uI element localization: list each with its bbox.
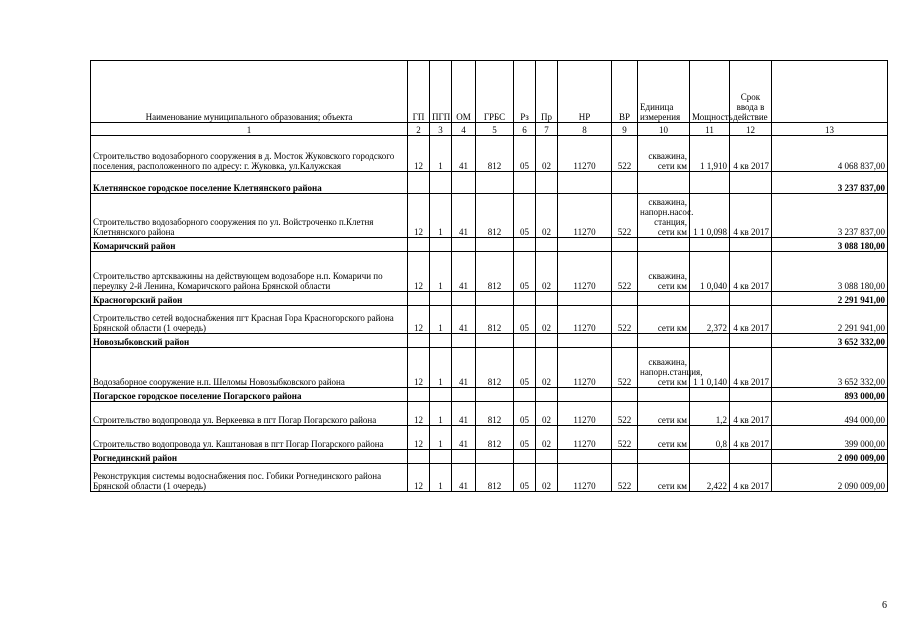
vr-cell: 522 bbox=[612, 402, 638, 426]
pr-cell: 02 bbox=[536, 464, 558, 492]
column-number: 13 bbox=[772, 123, 888, 136]
gp-cell: 12 bbox=[408, 426, 430, 450]
empty-cell bbox=[690, 172, 730, 194]
empty-cell bbox=[638, 450, 690, 464]
pr-cell: 02 bbox=[536, 194, 558, 238]
empty-cell bbox=[730, 292, 772, 306]
empty-cell bbox=[430, 450, 452, 464]
pr-cell: 02 bbox=[536, 426, 558, 450]
empty-cell bbox=[638, 172, 690, 194]
empty-cell bbox=[430, 172, 452, 194]
object-row bbox=[91, 252, 888, 292]
empty-cell bbox=[730, 388, 772, 402]
amount-cell: 3 088 180,00 bbox=[772, 252, 888, 292]
amount-cell: 399 000,00 bbox=[772, 426, 888, 450]
vr-cell: 522 bbox=[612, 194, 638, 238]
section-amount: 3 652 332,00 bbox=[772, 334, 888, 348]
grbs-cell: 812 bbox=[476, 402, 514, 426]
column-number: 3 bbox=[430, 123, 452, 136]
empty-cell bbox=[558, 388, 612, 402]
empty-cell bbox=[612, 238, 638, 252]
amount-cell: 3 652 332,00 bbox=[772, 348, 888, 388]
section-amount: 3 088 180,00 bbox=[772, 238, 888, 252]
pgp-cell: 1 bbox=[430, 306, 452, 334]
om-cell: 41 bbox=[452, 402, 476, 426]
vr-cell: 522 bbox=[612, 464, 638, 492]
pr-cell: 02 bbox=[536, 402, 558, 426]
section-row bbox=[91, 334, 888, 348]
empty-cell bbox=[638, 238, 690, 252]
om-cell: 41 bbox=[452, 464, 476, 492]
empty-cell bbox=[430, 334, 452, 348]
empty-cell bbox=[730, 238, 772, 252]
section-row bbox=[91, 292, 888, 306]
power-cell: 1 1 0,098 bbox=[690, 194, 730, 238]
pgp-cell: 1 bbox=[430, 402, 452, 426]
empty-cell bbox=[690, 334, 730, 348]
empty-cell bbox=[730, 334, 772, 348]
term-cell: 4 кв 2017 bbox=[730, 402, 772, 426]
empty-cell bbox=[612, 334, 638, 348]
nr-cell: 11270 bbox=[558, 426, 612, 450]
pr-cell: 02 bbox=[536, 136, 558, 172]
header-pr: Пр bbox=[536, 61, 558, 123]
section-amount: 2 291 941,00 bbox=[772, 292, 888, 306]
section-amount: 893 000,00 bbox=[772, 388, 888, 402]
empty-cell bbox=[430, 292, 452, 306]
gp-cell: 12 bbox=[408, 306, 430, 334]
unit-cell: скважина, сети км bbox=[638, 136, 690, 172]
empty-cell bbox=[476, 450, 514, 464]
column-number: 11 bbox=[690, 123, 730, 136]
empty-cell bbox=[452, 388, 476, 402]
object-name: Строительство водопровода ул. Каштановая в пгт Погар Погарского района bbox=[91, 426, 408, 450]
section-name: Рогнединский район bbox=[91, 450, 408, 464]
empty-cell bbox=[638, 334, 690, 348]
object-row bbox=[91, 402, 888, 426]
rz-cell: 05 bbox=[514, 306, 536, 334]
power-cell: 1 1,910 bbox=[690, 136, 730, 172]
term-cell: 4 кв 2017 bbox=[730, 194, 772, 238]
object-name: Строительство водозаборного сооружения в д. Мосток Жуковского городского поселения, расположенного по адресу: г. Жуковка, ул.Калужская bbox=[91, 136, 408, 172]
vr-cell: 522 bbox=[612, 136, 638, 172]
rz-cell: 05 bbox=[514, 464, 536, 492]
object-row bbox=[91, 136, 888, 172]
empty-cell bbox=[408, 334, 430, 348]
empty-cell bbox=[536, 172, 558, 194]
header-gp: ГП bbox=[408, 61, 430, 123]
nr-cell: 11270 bbox=[558, 194, 612, 238]
nr-cell: 11270 bbox=[558, 402, 612, 426]
unit-cell: сети км bbox=[638, 464, 690, 492]
vr-cell: 522 bbox=[612, 426, 638, 450]
section-name: Новозыбковский район bbox=[91, 334, 408, 348]
unit-cell: скважина, напорн.станция, сети км bbox=[638, 348, 690, 388]
header-term: Срок ввода в действие bbox=[730, 61, 772, 123]
header-amount bbox=[772, 61, 888, 123]
object-name: Строительство артскважины на действующем водозаборе н.п. Комаричи по переулку 2-й Ленина, Комаричского района Брянской области bbox=[91, 252, 408, 292]
empty-cell bbox=[452, 292, 476, 306]
power-cell: 1,2 bbox=[690, 402, 730, 426]
unit-cell: сети км bbox=[638, 426, 690, 450]
grbs-cell: 812 bbox=[476, 136, 514, 172]
empty-cell bbox=[476, 388, 514, 402]
rz-cell: 05 bbox=[514, 252, 536, 292]
empty-cell bbox=[408, 388, 430, 402]
empty-cell bbox=[408, 450, 430, 464]
empty-cell bbox=[690, 292, 730, 306]
empty-cell bbox=[612, 450, 638, 464]
empty-cell bbox=[476, 172, 514, 194]
rz-cell: 05 bbox=[514, 194, 536, 238]
term-cell: 4 кв 2017 bbox=[730, 252, 772, 292]
pgp-cell: 1 bbox=[430, 136, 452, 172]
empty-cell bbox=[408, 292, 430, 306]
term-cell: 4 кв 2017 bbox=[730, 348, 772, 388]
grbs-cell: 812 bbox=[476, 348, 514, 388]
power-cell: 2,422 bbox=[690, 464, 730, 492]
rz-cell: 05 bbox=[514, 426, 536, 450]
column-number: 6 bbox=[514, 123, 536, 136]
empty-cell bbox=[612, 172, 638, 194]
header-name: Наименование муниципального образования; объекта bbox=[91, 61, 408, 123]
empty-cell bbox=[536, 388, 558, 402]
vr-cell: 522 bbox=[612, 348, 638, 388]
empty-cell bbox=[558, 238, 612, 252]
unit-cell: сети км bbox=[638, 306, 690, 334]
pgp-cell: 1 bbox=[430, 464, 452, 492]
header-nr: НР bbox=[558, 61, 612, 123]
empty-cell bbox=[408, 238, 430, 252]
power-cell: 1 1 0,140 bbox=[690, 348, 730, 388]
column-number-row bbox=[91, 123, 888, 136]
pr-cell: 02 bbox=[536, 252, 558, 292]
grbs-cell: 812 bbox=[476, 252, 514, 292]
term-cell: 4 кв 2017 bbox=[730, 464, 772, 492]
empty-cell bbox=[430, 238, 452, 252]
gp-cell: 12 bbox=[408, 252, 430, 292]
amount-cell: 2 090 009,00 bbox=[772, 464, 888, 492]
empty-cell bbox=[558, 292, 612, 306]
empty-cell bbox=[452, 172, 476, 194]
gp-cell: 12 bbox=[408, 402, 430, 426]
empty-cell bbox=[730, 450, 772, 464]
gp-cell: 12 bbox=[408, 194, 430, 238]
empty-cell bbox=[430, 388, 452, 402]
amount-cell: 4 068 837,00 bbox=[772, 136, 888, 172]
header-rz: Рз bbox=[514, 61, 536, 123]
empty-cell bbox=[558, 172, 612, 194]
section-name: Комаричский район bbox=[91, 238, 408, 252]
empty-cell bbox=[558, 450, 612, 464]
section-row bbox=[91, 238, 888, 252]
nr-cell: 11270 bbox=[558, 306, 612, 334]
section-name: Красногорский район bbox=[91, 292, 408, 306]
section-name: Клетнянское городское поселение Клетнянского района bbox=[91, 172, 408, 194]
column-number: 2 bbox=[408, 123, 430, 136]
object-row bbox=[91, 348, 888, 388]
amount-cell: 494 000,00 bbox=[772, 402, 888, 426]
budget-table bbox=[90, 60, 888, 492]
empty-cell bbox=[536, 238, 558, 252]
empty-cell bbox=[638, 292, 690, 306]
empty-cell bbox=[452, 238, 476, 252]
om-cell: 41 bbox=[452, 426, 476, 450]
rz-cell: 05 bbox=[514, 136, 536, 172]
unit-cell: сети км bbox=[638, 402, 690, 426]
pgp-cell: 1 bbox=[430, 252, 452, 292]
empty-cell bbox=[690, 450, 730, 464]
empty-cell bbox=[536, 450, 558, 464]
pgp-cell: 1 bbox=[430, 348, 452, 388]
column-number: 7 bbox=[536, 123, 558, 136]
empty-cell bbox=[476, 334, 514, 348]
empty-cell bbox=[514, 450, 536, 464]
column-number: 4 bbox=[452, 123, 476, 136]
column-number: 12 bbox=[730, 123, 772, 136]
rz-cell: 05 bbox=[514, 402, 536, 426]
empty-cell bbox=[612, 388, 638, 402]
empty-cell bbox=[514, 172, 536, 194]
empty-cell bbox=[408, 172, 430, 194]
term-cell: 4 кв 2017 bbox=[730, 136, 772, 172]
vr-cell: 522 bbox=[612, 252, 638, 292]
empty-cell bbox=[514, 334, 536, 348]
om-cell: 41 bbox=[452, 252, 476, 292]
grbs-cell: 812 bbox=[476, 306, 514, 334]
power-cell: 1 0,040 bbox=[690, 252, 730, 292]
header-power: Мощность bbox=[690, 61, 730, 123]
empty-cell bbox=[536, 334, 558, 348]
empty-cell bbox=[476, 238, 514, 252]
unit-cell: скважина, сети км bbox=[638, 252, 690, 292]
header-pgp: ПГП bbox=[430, 61, 452, 123]
rz-cell: 05 bbox=[514, 348, 536, 388]
empty-cell bbox=[476, 292, 514, 306]
column-number: 10 bbox=[638, 123, 690, 136]
om-cell: 41 bbox=[452, 194, 476, 238]
section-name: Погарское городское поселение Погарского района bbox=[91, 388, 408, 402]
om-cell: 41 bbox=[452, 306, 476, 334]
section-amount: 2 090 009,00 bbox=[772, 450, 888, 464]
empty-cell bbox=[514, 388, 536, 402]
empty-cell bbox=[612, 292, 638, 306]
header-row bbox=[91, 61, 888, 123]
section-row bbox=[91, 450, 888, 464]
object-name: Строительство водопровода ул. Веркеевка в пгт Погар Погарского района bbox=[91, 402, 408, 426]
amount-cell: 2 291 941,00 bbox=[772, 306, 888, 334]
object-name: Реконструкция системы водоснабжения пос. Гобики Рогнединского района Брянской области (1 очередь) bbox=[91, 464, 408, 492]
empty-cell bbox=[638, 388, 690, 402]
pr-cell: 02 bbox=[536, 306, 558, 334]
empty-cell bbox=[730, 172, 772, 194]
power-cell: 2,372 bbox=[690, 306, 730, 334]
header-unit: Единица измерения bbox=[638, 61, 690, 123]
empty-cell bbox=[452, 334, 476, 348]
nr-cell: 11270 bbox=[558, 252, 612, 292]
section-row bbox=[91, 388, 888, 402]
nr-cell: 11270 bbox=[558, 348, 612, 388]
object-row bbox=[91, 306, 888, 334]
om-cell: 41 bbox=[452, 136, 476, 172]
column-number: 9 bbox=[612, 123, 638, 136]
section-amount: 3 237 837,00 bbox=[772, 172, 888, 194]
pgp-cell: 1 bbox=[430, 194, 452, 238]
gp-cell: 12 bbox=[408, 348, 430, 388]
object-row bbox=[91, 426, 888, 450]
object-name: Строительство водозаборного сооружения по ул. Войстроченко п.Клетня Клетнянского района bbox=[91, 194, 408, 238]
object-row bbox=[91, 194, 888, 238]
gp-cell: 12 bbox=[408, 136, 430, 172]
column-number: 8 bbox=[558, 123, 612, 136]
column-number: 5 bbox=[476, 123, 514, 136]
om-cell: 41 bbox=[452, 348, 476, 388]
amount-cell: 3 237 837,00 bbox=[772, 194, 888, 238]
grbs-cell: 812 bbox=[476, 464, 514, 492]
nr-cell: 11270 bbox=[558, 136, 612, 172]
empty-cell bbox=[690, 238, 730, 252]
header-om: ОМ bbox=[452, 61, 476, 123]
vr-cell: 522 bbox=[612, 306, 638, 334]
object-name: Строительство сетей водоснабжения пгт Красная Гора Красногорского района Брянской области (1 очередь) bbox=[91, 306, 408, 334]
object-row bbox=[91, 464, 888, 492]
empty-cell bbox=[536, 292, 558, 306]
unit-cell: скважина, напорн.насос. станция, сети км bbox=[638, 194, 690, 238]
term-cell: 4 кв 2017 bbox=[730, 306, 772, 334]
power-cell: 0,8 bbox=[690, 426, 730, 450]
section-row bbox=[91, 172, 888, 194]
object-name: Водозаборное сооружение н.п. Шеломы Новозыбковского района bbox=[91, 348, 408, 388]
pgp-cell: 1 bbox=[430, 426, 452, 450]
empty-cell bbox=[514, 292, 536, 306]
column-number: 1 bbox=[91, 123, 408, 136]
gp-cell: 12 bbox=[408, 464, 430, 492]
empty-cell bbox=[514, 238, 536, 252]
empty-cell bbox=[558, 334, 612, 348]
term-cell: 4 кв 2017 bbox=[730, 426, 772, 450]
header-vr: ВР bbox=[612, 61, 638, 123]
header-grbs: ГРБС bbox=[476, 61, 514, 123]
page-number: 6 bbox=[882, 600, 887, 611]
pr-cell: 02 bbox=[536, 348, 558, 388]
grbs-cell: 812 bbox=[476, 194, 514, 238]
nr-cell: 11270 bbox=[558, 464, 612, 492]
grbs-cell: 812 bbox=[476, 426, 514, 450]
empty-cell bbox=[452, 450, 476, 464]
empty-cell bbox=[690, 388, 730, 402]
